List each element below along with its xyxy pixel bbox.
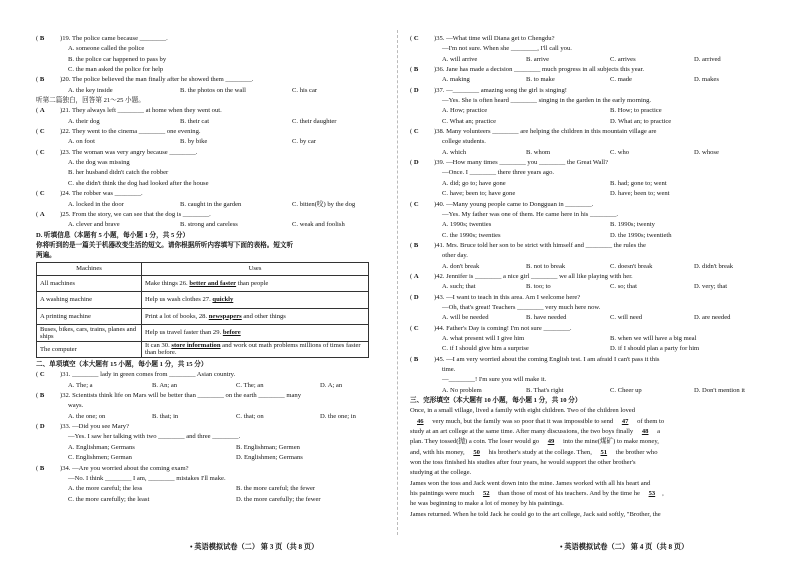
option-choice: B. by bike — [180, 138, 208, 146]
table-header-row — [37, 262, 369, 275]
cloze-blank-number: 47 — [621, 417, 629, 425]
answer-bracket: ( D — [410, 159, 419, 167]
passage-line — [410, 448, 770, 458]
option-line: —Once. I ________ there three years ago. — [442, 169, 555, 177]
question-line — [410, 86, 770, 96]
option-choice: A. don't break — [442, 262, 480, 270]
option-choice: A. Englishman; Germans — [68, 443, 135, 451]
answer-bracket: ( C — [410, 128, 419, 136]
question-line — [410, 272, 770, 282]
answer-bracket: ( B — [36, 464, 45, 472]
question-text: )34. —Are you worried about the coming exam? — [60, 464, 189, 472]
option-choice: C. who — [610, 148, 630, 156]
option-choice: D. have; been to; went — [610, 190, 670, 198]
question-line — [36, 464, 396, 474]
handwritten-answer: D — [413, 293, 419, 301]
answer-bracket: ( A — [36, 210, 45, 218]
options-row — [410, 148, 770, 158]
uses-cell — [142, 292, 369, 309]
answer-bracket: ( B — [410, 66, 419, 74]
handwritten-fill: quickly — [212, 296, 234, 304]
handwritten-answer: C — [413, 35, 419, 42]
passage-text: his brother's study at the college. Then, — [486, 448, 594, 456]
handwritten-answer: B — [39, 35, 45, 42]
question-text: )23. The woman was very angry because ________. — [60, 148, 198, 156]
option-choice: A. The; a — [68, 381, 93, 389]
answer-bracket: ( C — [410, 200, 419, 208]
uses-text: Print a lot of books, 28. — [145, 312, 208, 320]
passage-text: won the toss finished his studies after four years, he would support the other brother's — [410, 459, 636, 467]
uses-cell — [142, 325, 369, 342]
page-footer-left: • 英语模拟试卷（二） 第 3 页（共 8 页） — [190, 543, 319, 551]
passage-text: study at an art college at the same time. After many discussions, the two boys finally — [410, 428, 635, 436]
handwritten-answer: C — [39, 371, 45, 379]
option-line: B. the police car happened to pass by — [68, 55, 167, 63]
option-choice: C. that; on — [236, 412, 264, 420]
options-row — [410, 386, 770, 396]
cloze-blank-number: 51 — [600, 448, 608, 456]
option-choice: C. bitten(咬) by the dog — [292, 200, 356, 208]
option-line: college students. — [442, 138, 486, 146]
option-choice: A. what present will I give him — [442, 334, 525, 342]
option-choice: A. How; practice — [442, 107, 488, 115]
cloze-passage — [410, 406, 770, 520]
option-line: —Oh, that's great! Teachers ________ very much here now. — [442, 303, 601, 311]
answer-bracket: ( B — [36, 35, 45, 42]
option-choice: C. Englishmen; German — [68, 454, 132, 462]
options-row — [36, 137, 396, 147]
option-choice: D. Don't mention it — [694, 386, 746, 394]
option-choice: A. the more careful; the less — [68, 485, 143, 493]
options-row — [36, 453, 396, 463]
option-line: ways. — [68, 402, 84, 410]
passage-line — [410, 417, 770, 427]
cloze-blank-number: 48 — [641, 428, 649, 436]
option-line: —Yes. She is often heard ________ singing in the garden in the early morning. — [442, 97, 652, 105]
option-line: B. her husband didn't catch the robber — [68, 169, 169, 177]
passage-text: a — [655, 428, 661, 436]
option-choice: C. the more carefully; the least — [68, 495, 150, 503]
option-choice: B. An; an — [152, 381, 178, 389]
passage-text: plan. They tossed(抛) a coin. The loser would go — [410, 438, 541, 446]
uses-cell — [142, 308, 369, 325]
options-row — [36, 412, 396, 422]
option-choice: B. not to break — [526, 262, 566, 270]
passage-text: he was beginning to make a lot of money by his paintings. — [410, 500, 564, 508]
options-row — [36, 443, 396, 453]
question-text: )43. —I want to teach in this area. Am I welcome here? — [434, 293, 581, 301]
uses-text-after: and work out math problems millions of times faster than before. — [145, 342, 361, 357]
option-choice: C. the 1990s; twenties — [442, 231, 501, 239]
question-text: )45. —I am very worried about the coming English test. I am afraid I can't pass it this — [434, 355, 660, 363]
uses-text: It can 30. — [145, 342, 170, 350]
question-line — [36, 148, 396, 158]
options-row — [410, 344, 770, 354]
option-choice: C. Cheer up — [610, 386, 642, 394]
question-line — [410, 293, 770, 303]
passage-text: very much, but the family was so poor that it was impossible to send — [430, 417, 615, 425]
handwritten-answer: B — [39, 464, 45, 472]
answer-bracket: ( A — [36, 107, 45, 115]
handwritten-answer: A — [39, 107, 45, 115]
passage-line — [410, 510, 770, 520]
options-row — [410, 106, 770, 116]
answer-bracket: ( D — [410, 293, 419, 301]
option-choice: B. 1990s; twenty — [610, 221, 655, 229]
option-choice: A. the key inside — [68, 86, 113, 94]
option-choice: B. had; gone to; went — [610, 179, 667, 187]
answer-bracket: ( A — [410, 272, 419, 280]
option-choice: B. the more careful; the fewer — [236, 485, 316, 493]
option-choice: C. doesn't break — [610, 262, 653, 270]
option-choice: C. their daughter — [292, 117, 337, 125]
option-choice: C. arrives — [610, 55, 636, 63]
handwritten-answer: B — [413, 355, 419, 363]
uses-cell — [142, 341, 369, 358]
handwritten-fill: before — [222, 329, 241, 337]
options-row — [36, 117, 396, 127]
handwritten-answer: B — [39, 76, 45, 84]
table-row — [37, 275, 369, 292]
options-row — [410, 282, 770, 292]
options-row — [410, 179, 770, 189]
option-choice: B. to make — [526, 76, 555, 84]
question-line — [410, 200, 770, 210]
passage-text: Once, in a small village, lived a family with eight children. Two of the children loved — [410, 407, 636, 415]
passage-text: into the mine(煤矿) to make money, — [561, 438, 659, 446]
cloze-blank-number: 50 — [473, 448, 480, 456]
option-choice: C. so; that — [610, 283, 637, 291]
options-row — [410, 231, 770, 241]
option-choice: D. What an; to practice — [610, 117, 672, 125]
passage-line — [410, 468, 770, 478]
option-choice: D. the 1990s; twentieth — [610, 231, 672, 239]
answer-bracket: ( B — [410, 241, 419, 249]
option-choice: B. arrive — [526, 55, 550, 63]
section-3-title: 三、完形填空（本大题有 10 小题，每小题 1 分，共 10 分） — [410, 397, 582, 405]
passage-text: his paintings were much — [410, 490, 476, 498]
option-choice: A. on foot — [68, 138, 95, 146]
option-line: C. she didn't think the dog had looked after the house — [68, 179, 209, 187]
uses-text-after: than people — [236, 279, 269, 287]
section-d-title: D. 听填信息（本题有 5 小题，每小题 1 分，共 5 分） — [36, 231, 190, 239]
question-line — [36, 75, 396, 85]
option-choice: A. which — [442, 148, 467, 156]
option-choice: A. clever and brave — [68, 221, 120, 229]
table-row — [37, 341, 369, 358]
machine-cell: The computer — [37, 341, 142, 358]
cloze-blank-number: 49 — [547, 438, 555, 446]
question-line — [36, 370, 396, 380]
option-line: —No. I think ________ I am, ________ mistakes I'll make. — [68, 474, 226, 482]
options-row — [410, 313, 770, 323]
option-choice: C. The; an — [236, 381, 264, 389]
option-choice: C. have; been to; have gone — [442, 190, 516, 198]
option-choice: D. Englishmen; Germans — [236, 454, 303, 462]
option-choice: B. How; to practice — [610, 107, 662, 115]
uses-text: Help us wash clothes 27. — [145, 296, 211, 304]
options-row — [410, 117, 770, 127]
answer-bracket: ( D — [410, 86, 419, 94]
question-text: )41. Mrs. Bruce told her son to be strict with himself and ________ the rules the — [434, 241, 646, 249]
option-choice: B. that; in — [152, 412, 179, 420]
option-choice: B. their cat — [180, 117, 210, 125]
single-choice-questions-cont — [410, 34, 770, 396]
handwritten-answer: D — [39, 423, 45, 431]
handwritten-answer: D — [413, 86, 419, 94]
question-text: )25. From the story, we can see that the dog is ________. — [60, 210, 211, 218]
passage-line — [410, 458, 770, 468]
cloze-blank-number: 52 — [482, 490, 490, 498]
option-choice: B. Englishman; Germen — [236, 443, 300, 451]
options-row — [36, 381, 396, 391]
handwritten-answer: C — [39, 190, 45, 198]
option-choice: C. What an; practice — [442, 117, 497, 125]
question-text: )21. They always left ________ at home when they went out. — [60, 107, 222, 115]
answer-bracket: ( D — [36, 423, 45, 431]
option-choice: A. 1990s; twenties — [442, 221, 492, 229]
passage-line — [410, 489, 770, 499]
option-choice: A. such; that — [442, 283, 476, 291]
handwritten-answer: A — [39, 210, 45, 218]
question-text: )19. The police came because ________. — [60, 35, 168, 42]
option-choice: A. will be needed — [442, 314, 489, 322]
question-line — [36, 127, 396, 137]
passage-line — [410, 499, 770, 509]
option-choice: A. the one; on — [68, 412, 106, 420]
handwritten-answer: C — [39, 148, 45, 156]
option-choice: D. whose — [694, 148, 719, 156]
section-d-instructions-cont: 两遍。 — [36, 252, 56, 260]
option-choice: B. whom — [526, 148, 551, 156]
question-text: )39. —How many times ________ you ________ the Great Wall? — [434, 159, 609, 167]
option-choice: B. too; to — [526, 283, 551, 291]
option-line: —I'm not sure. When she ________, I'll call you. — [442, 45, 572, 53]
answer-bracket: ( C — [410, 35, 419, 42]
handwritten-answer: B — [413, 66, 419, 74]
right-page — [410, 34, 770, 520]
passage-text: of them to — [635, 417, 665, 425]
table-row — [37, 325, 369, 342]
option-choice: C. made — [610, 76, 632, 84]
question-text: )37. —________ amazing song the girl is singing! — [434, 86, 567, 94]
handwritten-fill: better and faster — [189, 279, 237, 287]
question-text: )38. Many volunteers ________ are helping the children in this mountain village are — [434, 128, 657, 136]
section-d-instructions: 你将听到的是一篇关于机器改变生活的短文。请你根据所听内容填写下面的表格。短文听 — [36, 241, 294, 249]
machine-cell: A printing machine — [37, 308, 142, 325]
passage-line — [410, 479, 770, 489]
option-choice: D. the more carefully; the fewer — [236, 495, 321, 503]
machines-table — [36, 262, 369, 359]
option-choice: B. strong and careless — [180, 221, 238, 229]
question-line — [410, 355, 770, 365]
option-choice: B. when we will have a big meal — [610, 334, 697, 342]
question-line — [410, 127, 770, 137]
passage-line — [410, 427, 770, 437]
table-row — [37, 292, 369, 309]
question-line — [36, 391, 396, 401]
option-choice: A. No problem — [442, 386, 482, 394]
machine-cell: A washing machine — [37, 292, 142, 309]
question-text: )24. The robber was ________. — [60, 190, 143, 198]
option-choice: C. by car — [292, 138, 316, 146]
option-choice: A. their dog — [68, 117, 100, 125]
handwritten-answer: D — [413, 159, 419, 167]
options-row — [410, 262, 770, 272]
question-text: )22. They went to the cinema ________ one evening. — [60, 128, 201, 136]
option-choice: B. the photos on the wall — [180, 86, 246, 94]
handwritten-answer: B — [413, 241, 419, 249]
passage-line — [410, 437, 770, 447]
question-line — [36, 106, 396, 116]
option-choice: D. arrived — [694, 55, 721, 63]
passage-text: studying at the college. — [410, 469, 472, 477]
answer-bracket: ( C — [410, 324, 419, 332]
left-page — [36, 34, 396, 505]
handwritten-answer: C — [413, 200, 419, 208]
question-text: )44. Father's Day is coming! I'm not sure ________. — [434, 324, 572, 332]
option-choice: D. are needed — [694, 314, 731, 322]
option-choice: D. makes — [694, 76, 719, 84]
table-header: Machines — [37, 262, 142, 275]
table-row — [37, 308, 369, 325]
question-text: )40. —Many young people came to Dongguan in ________. — [434, 200, 594, 208]
option-choice: C. his car — [292, 86, 318, 94]
passage-text: James won the toss and Jack went down into the mine. James worked with all his heart and — [410, 479, 651, 487]
machine-cell: Buses, bikes, cars, trains, planes and ships — [37, 325, 142, 342]
question-line — [410, 65, 770, 75]
handwritten-answer: C — [39, 128, 45, 136]
handwritten-fill: store information — [171, 342, 221, 350]
option-choice: D. very; that — [694, 283, 728, 291]
answer-bracket: ( C — [36, 371, 45, 379]
question-text: )35. —What time will Diana get to Chengdu? — [434, 35, 555, 42]
option-choice: C. weak and foolish — [292, 221, 345, 229]
options-row — [410, 189, 770, 199]
question-text: )32. Scientists think life on Mars will be better than ________ on the earth ________ many — [60, 392, 301, 400]
answer-bracket: ( B — [410, 355, 419, 363]
question-line — [36, 422, 396, 432]
option-choice: A. making — [442, 76, 470, 84]
option-line: A. the dog was missing — [68, 159, 130, 167]
uses-text: Make things 26. — [145, 279, 188, 287]
section-2-title: 二、单项填空（本大题有 15 小题，每小题 1 分，共 15 分） — [36, 361, 208, 369]
options-row — [36, 495, 396, 505]
passage-text: James returned. When he told Jack he could go to the art college, Jack said softly, "Brother, the — [410, 510, 661, 518]
instruction-line: 听第二篇独白，回答第 21～25 小题。 — [36, 97, 145, 105]
option-choice: A. did; go to; have gone — [442, 179, 506, 187]
option-choice: A. will arrive — [442, 55, 478, 63]
machine-cell: All machines — [37, 275, 142, 292]
single-choice-questions — [36, 370, 396, 504]
question-line — [36, 34, 396, 44]
option-line: —Yes. I saw her talking with two ________ and three ________. — [68, 433, 241, 441]
question-line — [410, 324, 770, 334]
handwritten-answer: A — [413, 272, 419, 280]
question-line — [410, 34, 770, 44]
option-choice: B. caught in the garden — [180, 200, 242, 208]
option-line: —________! I'm sure you will make it. — [442, 376, 547, 384]
passage-text: the brother who — [614, 448, 658, 456]
handwritten-answer: C — [413, 324, 419, 332]
options-row — [36, 200, 396, 210]
options-row — [36, 484, 396, 494]
cloze-blank-number: 46 — [417, 417, 424, 425]
table-header: Uses — [142, 262, 369, 275]
question-line — [410, 158, 770, 168]
uses-cell — [142, 275, 369, 292]
option-line: C. the man asked the police for help — [68, 66, 164, 74]
answer-bracket: ( B — [36, 76, 45, 84]
option-choice: C. if I should give him a surprise — [442, 345, 529, 353]
handwritten-answer: B — [39, 392, 45, 400]
answer-bracket: ( C — [36, 190, 45, 198]
answer-bracket: ( B — [36, 392, 45, 400]
page-footer-right: • 英语模拟试卷（二） 第 4 页（共 8 页） — [560, 543, 689, 551]
options-row — [410, 75, 770, 85]
option-choice: D. if I should plan a party for him — [610, 345, 700, 353]
question-line — [36, 189, 396, 199]
uses-text: Help us travel faster than 29. — [145, 329, 222, 337]
question-text: )33. —Did you see Mary? — [60, 423, 130, 431]
option-choice: C. will need — [610, 314, 643, 322]
passage-text: , — [662, 490, 664, 498]
option-choice: A. locked in the door — [68, 200, 124, 208]
option-choice: D. didn't break — [694, 262, 734, 270]
option-line: —Yes. My father was one of them. He came here in his ________. — [442, 210, 619, 218]
question-text: )20. The police believed the man finally after he showed them ________. — [60, 76, 254, 84]
cloze-blank-number: 53 — [648, 490, 656, 498]
question-line — [36, 210, 396, 220]
question-text: )42. Jennifer is ________ a nice girl ________ we all like playing with her. — [434, 272, 633, 280]
question-line — [410, 241, 770, 251]
option-choice: B. have needed — [526, 314, 567, 322]
options-row — [36, 86, 396, 96]
passage-line — [410, 406, 770, 416]
option-line: time. — [442, 366, 456, 373]
page-fold — [397, 30, 398, 535]
options-row — [410, 334, 770, 344]
question-text: )36. Jane has made a decision ________ much progress in all subjects this year. — [434, 66, 645, 74]
uses-text-after: and other things — [241, 312, 286, 320]
handwritten-answer: C — [413, 128, 419, 136]
answer-bracket: ( C — [36, 148, 45, 156]
question-text: )31. ________ lady in green comes from ________ Asian country. — [60, 371, 236, 379]
passage-text: than those of most of his teachers. And by the time he — [496, 490, 642, 498]
option-line: A. someone called the police — [68, 45, 145, 53]
option-choice: B. That's right — [526, 386, 564, 394]
options-row — [410, 220, 770, 230]
answer-bracket: ( C — [36, 128, 45, 136]
listening-questions — [36, 34, 396, 231]
passage-text: and, with his money, — [410, 448, 467, 456]
options-row — [36, 220, 396, 230]
option-line: other day. — [442, 252, 468, 260]
option-choice: D. A; an — [320, 381, 343, 389]
option-choice: D. the one; in — [320, 412, 356, 420]
handwritten-fill: newspapers — [208, 312, 242, 320]
options-row — [410, 55, 770, 65]
